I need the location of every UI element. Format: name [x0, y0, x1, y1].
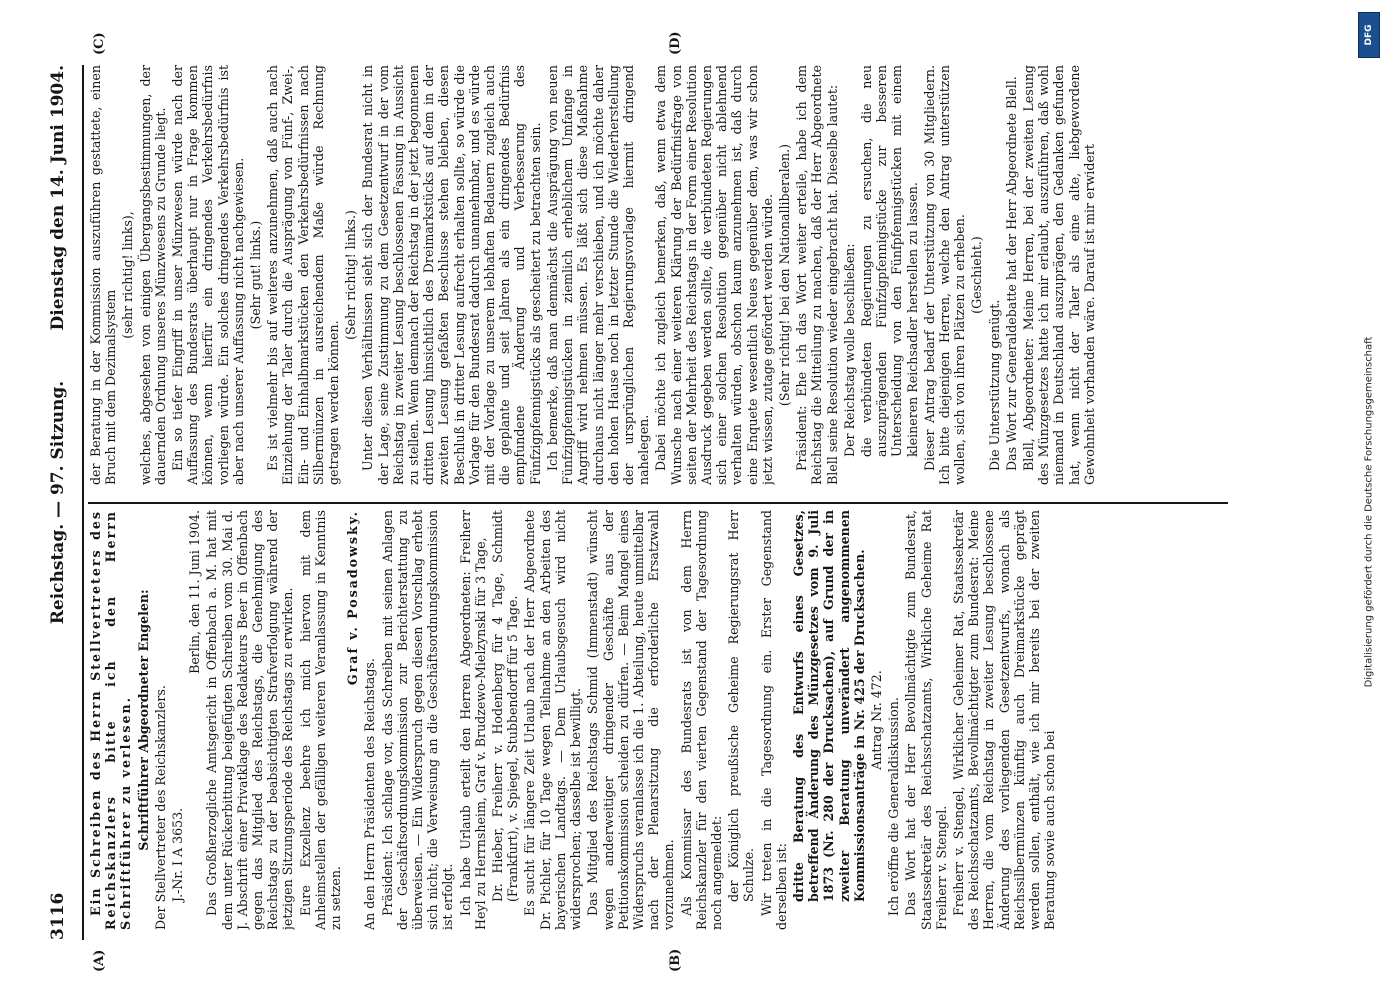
paragraph: welches, abgesehen von einigen Übergangsbestimmungen, der dauernden Ordnung unseres Münzwesens zu Grunde liegt.	[137, 65, 168, 485]
paragraph: Das Mitglied des Reichstags Schmid (Immenstadt) wünscht wegen anderweitiger dringender Geschäfte aus der Petitionskommission scheiden zu dürfen. — Beim Mangel eines Widerspruchs veranlasse ich die 1. Abteilung, heute unmittelbar nach der Plenarsitzung die erforderliche Ersatzwahl vorzunehmen.	[585, 510, 677, 930]
paragraph: Wir treten in die Tagesordnung ein. Erster Gegenstand derselben ist:	[758, 510, 789, 930]
margin-mark-b: (B)	[668, 948, 683, 972]
paragraph: Das Wort hat der Herr Bevollmächtigte zum Bundesrat, Staatssekretär des Reichsschatzamts, Wirkliche Geheime Rat Freiherr v. Stengel.	[903, 510, 949, 930]
paragraph: Schriftführer Abgeordneter Engelen:	[135, 589, 151, 851]
paragraph: J.-Nr. I A 3653.	[170, 807, 186, 902]
agenda-item: dritte Beratung des Entwurfs eines Gesetzes, betreffend Änderung des Münzgesetzes vom 9. Juli 1873 (Nr. 280 der Drucksachen), auf Grund der in zweiter Beratung unverändert angenommenen Kommissionsanträge in Nr. 425 der Drucksachen.	[790, 510, 867, 902]
paragraph: Das Wort zur Generaldebatte hat der Herr Abgeordnete Blell.	[1003, 76, 1019, 471]
paragraph: Ich eröffne die Generaldiskussion.	[886, 697, 902, 916]
session-date: Dienstag den 14. Juni 1904.	[48, 65, 68, 331]
paragraph: Es sucht für längere Zeit Urlaub nach der Herr Abgeordnete Dr. Pichler, für 10 Tage wegen Teilnahme an den Arbeiten des bayerischen Landtags. — Dem Urlaubsgesuch wird nicht widersprochen; dasselbe ist bewilligt.	[522, 510, 584, 930]
dfg-logo-label: DFG	[1364, 24, 1374, 46]
paragraph: Der Stellvertreter des Reichskanzlers.	[152, 685, 168, 930]
paragraph: Präsident: Ehe ich das Wort weiter erteile, habe ich dem Reichstag die Mitteilung zu machen, daß der Herr Abgeordnete Blell seine Resolution wieder eingebracht hat. Dieselbe lautet:	[794, 65, 840, 485]
paragraph: Freiherr v. Stengel, Wirklicher Geheimer Rat, Staatssekretär des Reichsschatzamts, Bevollmächtigter zum Bundesrat: Meine Herren, die vom Reichstag in zweiter Lesung beschlossene Änderung des vorliegenden Gesetzentwurfs, wonach als Reichssilbermünzen künftig auch Dreimarkstücke geprägt werden sollen, enthält, wie ich mir bereits bei der zweiten Beratung sowie auch schon bei	[950, 510, 1058, 930]
interjection: (Sehr richtig! links.)	[343, 210, 359, 340]
credit-text: Digitalisierung gefördert durch die Deutsche Forschungsgemeinschaft	[1363, 336, 1375, 688]
paragraph: Dr. Hieber, Freiherr v. Hodenberg für 4 Tage, Schmidt (Frankfurt), v. Spiegel, Stubbendorff für 5 Tage.	[490, 510, 521, 902]
running-title: Reichstag. — 97. Sitzung.	[48, 380, 68, 625]
resolution-text: die verbündeten Regierungen zu ersuchen, die neu auszuprägenden Fünfzigpfennigstücke zur besseren Unterscheidung von den Fünfpfennigstücken mit einem kleineren Reichsadler herstellen zu lassen.	[858, 65, 920, 457]
paragraph: Die Unterstützung genügt.	[986, 299, 1002, 471]
paragraph: der Beratung in der Kommission auszuführen gestattete, einen Bruch mit dem Dezimalsystem	[88, 65, 119, 485]
paragraph: Antrag Nr. 472.	[868, 670, 884, 770]
paragraph: Präsident: Ich schlage vor, das Schreiben mit seinen Anlagen der Geschäftsordnungskommission zur Berichterstattung zu überweisen. — Ein Widerspruch gegen diesen Vorschlag erhebt sich nicht; die Verweisung an die Geschäftsordnungskommission ist erfolgt.	[379, 510, 456, 930]
page-number: 3116	[48, 892, 68, 940]
paragraph: Der Reichstag wolle beschließen:	[841, 243, 857, 457]
interjection: (sehr richtig! links),	[120, 211, 136, 339]
paragraph: Ich bemerke, daß man demnächst die Ausprägung von neuen Fünfzigpfennigstücken in ziemlich erheblichem Umfange in Angriff wird nehmen müssen. Es läßt sich diese Maßnahme durchaus nicht länger mehr verschieben, und ich möchte daher den hohen Hause noch in letzter Stunde die Wiederherstellung der ursprünglichen Regierungsvorlage hiermit dringend nahelegen.	[544, 65, 652, 485]
digitization-credit	[1358, 12, 1380, 992]
paragraph: Dieser Antrag bedarf der Unterstützung von 30 Mitgliedern. Ich bitte diejenigen Herren, welche den Antrag unterstützen wollen, sich von ihren Plätzen zu erheben.	[921, 65, 968, 485]
column-divider	[88, 502, 1228, 504]
paragraph: Es ist vielmehr bis auf weiteres anzunehmen, daß auch nach Einziehung der Taler durch die Ausprägung von Fünf-, Zwei-, Ein- und Einhalbmarkstücken den Verkehrsbedürfnissen nach Silbermünzen in ausreichendem Maße würde Rechnung getragen werden können.	[265, 65, 342, 485]
interjection: (Sehr richtig! bei den Nationalliberalen.)	[776, 143, 792, 407]
paragraph: Als Kommissar des Bundesrats ist von dem Herrn Reichskanzler für den vierten Gegenstand der Tagesordnung noch angemeldet:	[678, 510, 724, 930]
paragraph: Unter diesen Verhältnissen sieht sich der Bundesrat nicht in der Lage, seine Zustimmung zu dem Gesetzentwurf in der vom Reichstag in zweiter Lesung beschlossenen Fassung in Aussicht zu stellen. Wenn demnach der Reichstag in der jetzt begonnenen dritten Lesung hinsichtlich des Dreimarkstücks auf dem in der zweiten Lesung gefaßten Beschlusse stehen bleiben, diesen Beschluß in dritter Lesung aufrecht erhalten sollte, so würde die Vorlage für den Bundesrat dadurch unannehmbar, und es würde mit der Vorlage zu unserem lebhaften Bedauern zugleich auch die geplante und seit Jahren als ein dringendes Bedürfnis empfundene Änderung und Verbesserung des Fünfzigpfennigstücks als gescheitert zu betrachten sein.	[360, 65, 543, 485]
interjection: (Geschieht.)	[969, 236, 985, 314]
paragraph: Das Großherzogliche Amtsgericht in Offenbach a. M. hat mit dem unter Rückerbittung beigefügten Schreiben vom 30. Mai d. J. Abschrift einer Privatklage des Redakteurs Beer in Offenbach gegen das Mitglied des Reichstags, die Genehmigung des Reichstags zu der beabsichtigten Strafverfolgung während der jetzigen Sitzungsperiode des Reichstags zu erwirken.	[204, 510, 296, 930]
paragraph: Dabei möchte ich zugleich bemerken, daß, wenn etwa dem Wunsche nach einer weiteren Klärung der Bedürfnisfrage von seiten der Mehrheit des Reichstags in der Form einer Resolution Ausdruck gegeben werden sollte, die verbündeten Regierungen sich einer solchen Resolution gegenüber nicht ablehnend verhalten würden, obschon kaum anzunehmen ist, daß durch eine Enquete wesentlich Neues gegenüber dem, was wir schon jetzt wissen, zutage gefördert werden würde.	[653, 65, 775, 485]
paragraph: der Königlich preußische Geheime Regierungsrat Herr Schulze.	[726, 510, 757, 902]
paragraph: Ein so tiefer Eingriff in unser Münzwesen würde nach der Auffassung des Bundesrats überhaupt nur in Frage kommen können, wenn hierfür ein dringendes Verkehrsbedürfnis vorliegen würde. Ein solches dringendes Verkehrsbedürfnis ist aber nach unserer Auffassung nicht nachgewiesen.	[170, 65, 246, 485]
right-column	[88, 65, 1228, 485]
paragraph: An den Herrn Präsidenten des Reichstags.	[362, 658, 378, 930]
dfg-logo	[1358, 12, 1380, 58]
paragraph: Berlin, den 11. Juni 1904.	[187, 510, 203, 674]
signature: Graf v. Posadowsky.	[345, 510, 361, 686]
interjection: (Sehr gut! links.)	[248, 220, 264, 330]
paragraph: Ein Schreiben des Herrn Stellvertreters des Reichskanzlers bitte ich den Herrn Schriftführer zu verlesen.	[88, 510, 134, 930]
paragraph: Eure Exzellenz beehre ich mich hiervon mit dem Anheimstellen der gefälligen weiteren Veranlassung in Kenntnis zu setzen.	[297, 510, 344, 930]
paragraph: Blell, Abgeordneter: Meine Herren, bei der zweiten Lesung des Münzgesetzes hatte ich mir erlaubt, auszuführen, daß wohl niemand in Deutschland auszuprägen, den Gedanken gefunden hat, wenn nicht der Taler als eine alte, liebgewordene Gewohnheit vorhanden wäre. Darauf ist mir erwidert	[1020, 65, 1097, 485]
left-column	[88, 510, 1228, 930]
margin-mark-d: (D)	[668, 31, 683, 55]
margin-mark-c: (C)	[92, 32, 107, 55]
margin-mark-a: (A)	[92, 949, 107, 972]
running-head	[48, 65, 76, 940]
header-rule	[82, 65, 84, 940]
paragraph: Ich habe Urlaub erteilt den Herren Abgeordneten: Freiherr Heyl zu Herrnsheim, Graf v. Brudzewo-Mielzynski für 3 Tage,	[457, 510, 488, 930]
